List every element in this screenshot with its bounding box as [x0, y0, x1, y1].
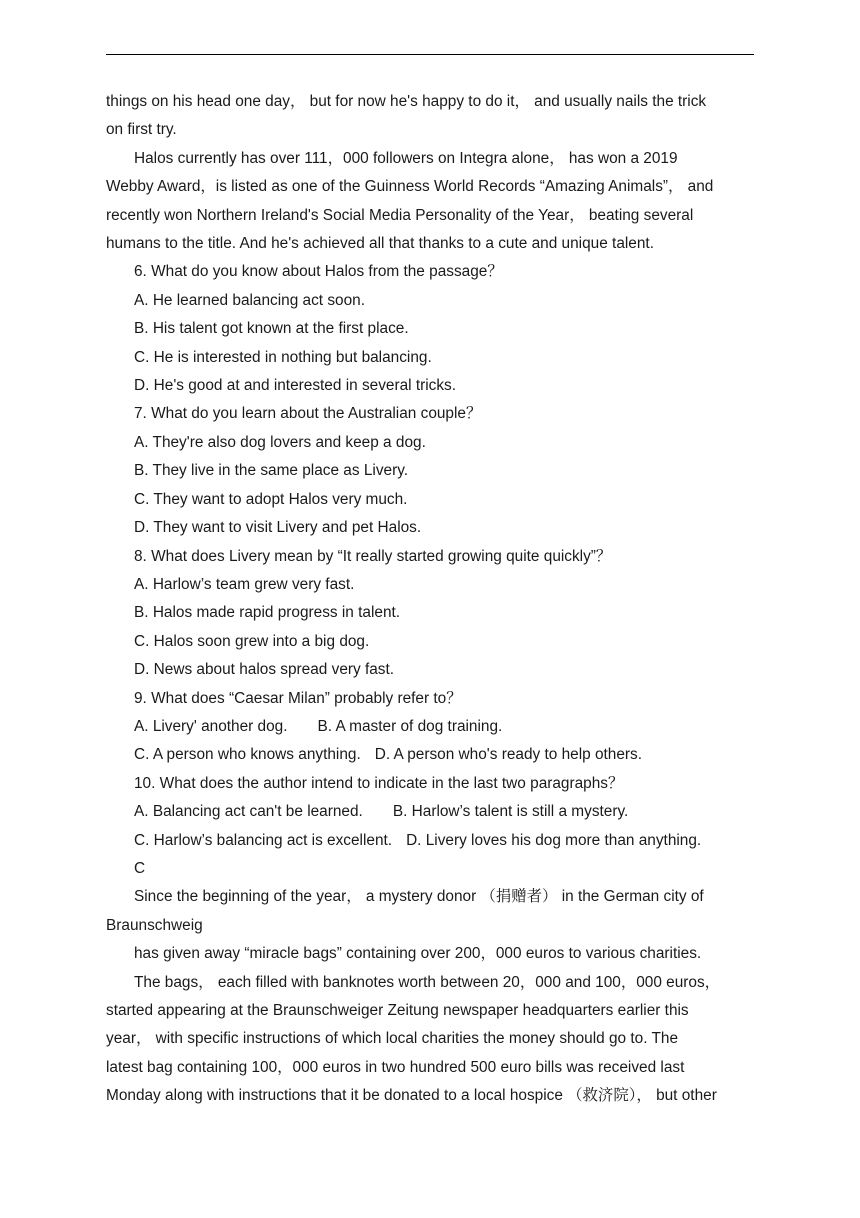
- question-8: [106, 543, 766, 685]
- text-line: latest bag containing 100，000 euros in two hundred 500 euro bills was received last: [106, 1058, 685, 1076]
- option-b: B. They live in the same place as Livery.: [134, 462, 409, 480]
- option-a: A. Harlow’s team grew very fast.: [134, 575, 355, 593]
- text-line: The bags， each filled with banknotes worth between 20，000 and 100，000 euros，: [134, 973, 721, 991]
- question-stem: 6. What do you know about Halos from the passage？: [134, 263, 503, 281]
- passage-b-ending: [106, 88, 766, 258]
- option-d: D. Livery loves his dog more than anything.: [406, 831, 702, 849]
- option-row: [106, 713, 766, 741]
- question-stem: 8. What does Livery mean by “It really started growing quite quickly”？: [134, 547, 612, 565]
- option-d: D. He's good at and interested in several tricks.: [134, 377, 457, 395]
- text-line: on first try.: [106, 121, 177, 139]
- question-10: [106, 770, 766, 855]
- question-stem: 9. What does “Caesar Milan” probably refer to？: [134, 689, 462, 707]
- text-line: started appearing at the Braunschweiger Zeitung newspaper headquarters earlier this: [106, 1002, 689, 1019]
- text-line: Monday along with instructions that it be donated to a local hospice （救济院）， but other: [106, 1087, 717, 1105]
- option-c: C. A person who knows anything.: [134, 746, 361, 764]
- option-b: B. His talent got known at the first place.: [134, 320, 409, 338]
- option-d: D. News about halos spread very fast.: [134, 661, 395, 679]
- option-row: [106, 798, 766, 826]
- question-9: [106, 685, 766, 770]
- header-rule: [106, 54, 754, 55]
- question-7: [106, 400, 766, 542]
- option-a: A. Livery' another dog.: [134, 717, 288, 735]
- option-c: C. Halos soon grew into a big dog.: [134, 632, 370, 650]
- option-c: C. Harlow’s balancing act is excellent.: [134, 831, 393, 849]
- option-a: A. Balancing act can't be learned.: [134, 803, 363, 821]
- option-a: A. They're also dog lovers and keep a dog.: [134, 433, 426, 451]
- passage-c: [106, 855, 766, 1111]
- option-c: C. They want to adopt Halos very much.: [134, 490, 408, 508]
- question-6: [106, 258, 766, 400]
- question-stem: 10. What does the author intend to indicate in the last two paragraphs？: [134, 774, 624, 792]
- option-a: A. He learned balancing act soon.: [134, 291, 366, 309]
- text-line: humans to the title. And he's achieved all that thanks to a cute and unique talent.: [106, 235, 654, 253]
- text-line: Webby Award，is listed as one of the Guinness World Records “Amazing Animals”， and: [106, 178, 714, 196]
- text-line: has given away “miracle bags” containing over 200，000 euros to various charities.: [134, 945, 702, 963]
- text-line: Braunschweig: [106, 916, 203, 934]
- option-d: D. They want to visit Livery and pet Halos.: [134, 519, 422, 537]
- text-line: recently won Northern Ireland's Social Media Personality of the Year， beating several: [106, 206, 694, 224]
- option-row: [106, 827, 766, 855]
- option-b: B. A master of dog training.: [317, 717, 503, 735]
- option-b: B. Halos made rapid progress in talent.: [134, 604, 401, 622]
- text-line: things on his head one day， but for now he's happy to do it， and usually nails the trick: [106, 93, 707, 110]
- option-c: C. He is interested in nothing but balancing.: [134, 348, 432, 366]
- text-line: year， with specific instructions of which local charities the money should go to. The: [106, 1030, 679, 1048]
- option-row: [106, 741, 766, 769]
- text-line: Since the beginning of the year， a mystery donor （捐赠者） in the German city of: [134, 888, 704, 906]
- document-page: [106, 88, 766, 1111]
- passage-label: C: [134, 859, 146, 877]
- text-line: Halos currently has over 111，000 followers on Integra alone， has won a 2019: [134, 149, 678, 167]
- question-stem: 7. What do you learn about the Australian couple？: [134, 405, 482, 423]
- option-b: B. Harlow’s talent is still a mystery.: [392, 803, 629, 821]
- option-d: D. A person who's ready to help others.: [374, 746, 643, 764]
